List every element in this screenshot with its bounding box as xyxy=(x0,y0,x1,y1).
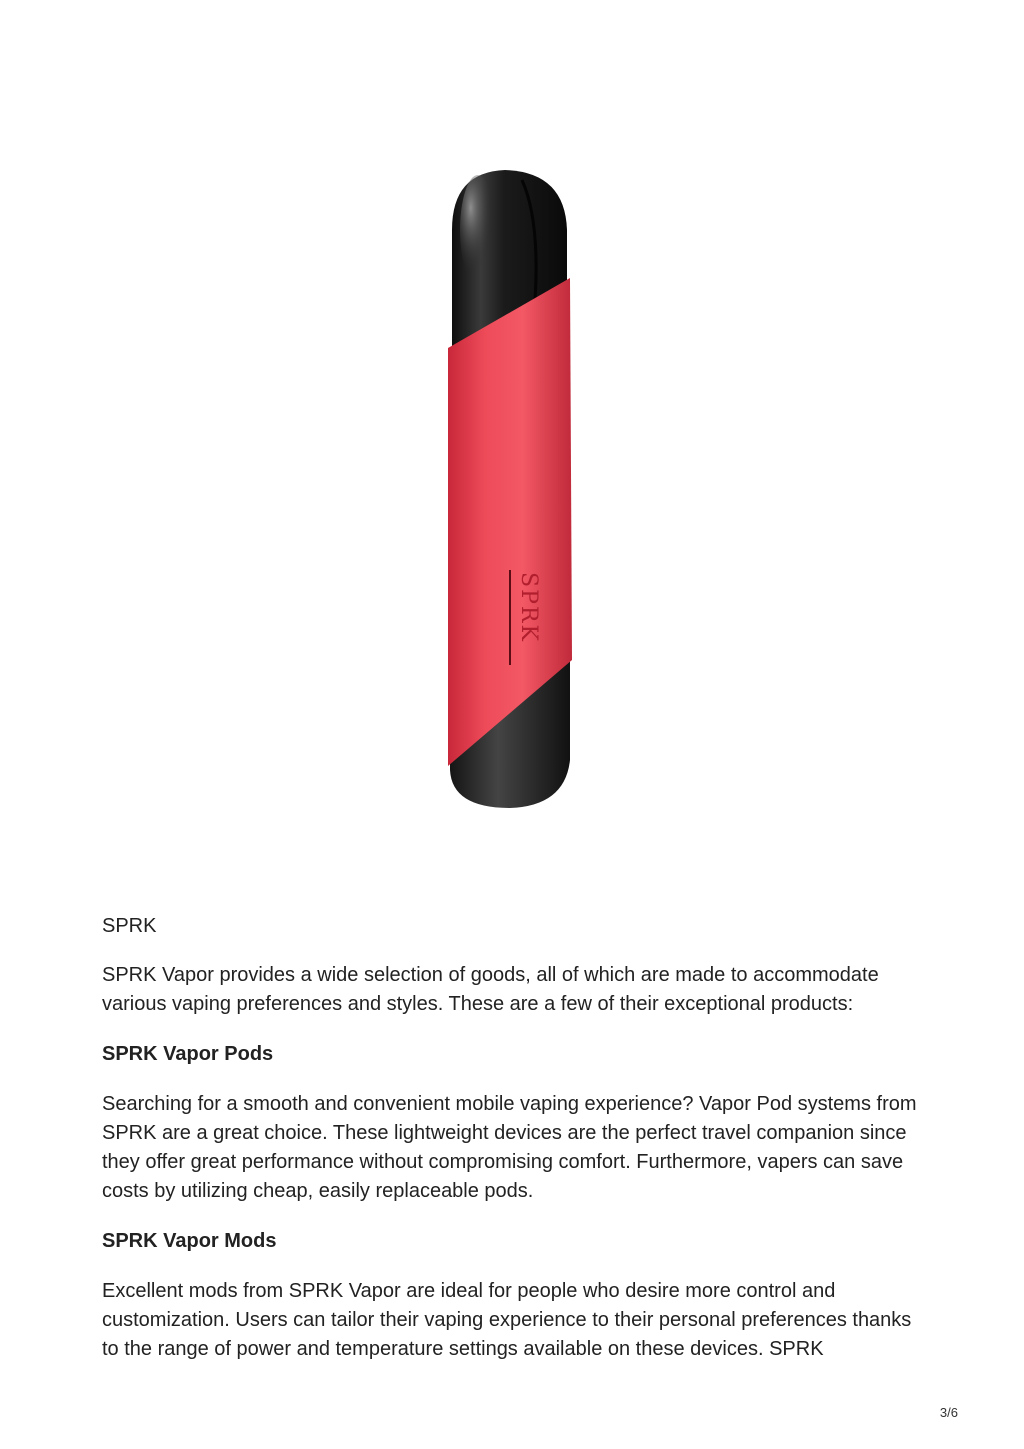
section-body-pods: Searching for a smooth and convenient mobile vaping experience? Vapor Pod systems from SPRK are a great choice. These lightweight devices are the perfect travel companion since they offer great performance without compromising comfort. Furthermore, vapers can save costs by utilizing cheap, easily replaceable pods. xyxy=(102,1093,917,1202)
section-heading-pods: SPRK Vapor Pods xyxy=(102,1043,274,1065)
intro-paragraph: SPRK Vapor provides a wide selection of goods, all of which are made to accommodate various vaping preferences and styles. These are a few of their exceptional products: xyxy=(102,964,879,1015)
section-body-mods: Excellent mods from SPRK Vapor are ideal for people who desire more control and customization. Users can tailor their vaping experience to their personal preferences thanks to the range of power and temperature settings available on these devices. SPRK xyxy=(102,1280,912,1360)
vape-pod-device-illustration xyxy=(430,160,600,820)
svg-text:SPRK: SPRK xyxy=(516,572,541,643)
document-body xyxy=(102,912,932,1385)
image-caption: SPRK xyxy=(102,915,157,937)
page-number: 3/6 xyxy=(939,1405,958,1420)
product-image xyxy=(430,160,600,820)
section-heading-mods: SPRK Vapor Mods xyxy=(102,1230,277,1252)
